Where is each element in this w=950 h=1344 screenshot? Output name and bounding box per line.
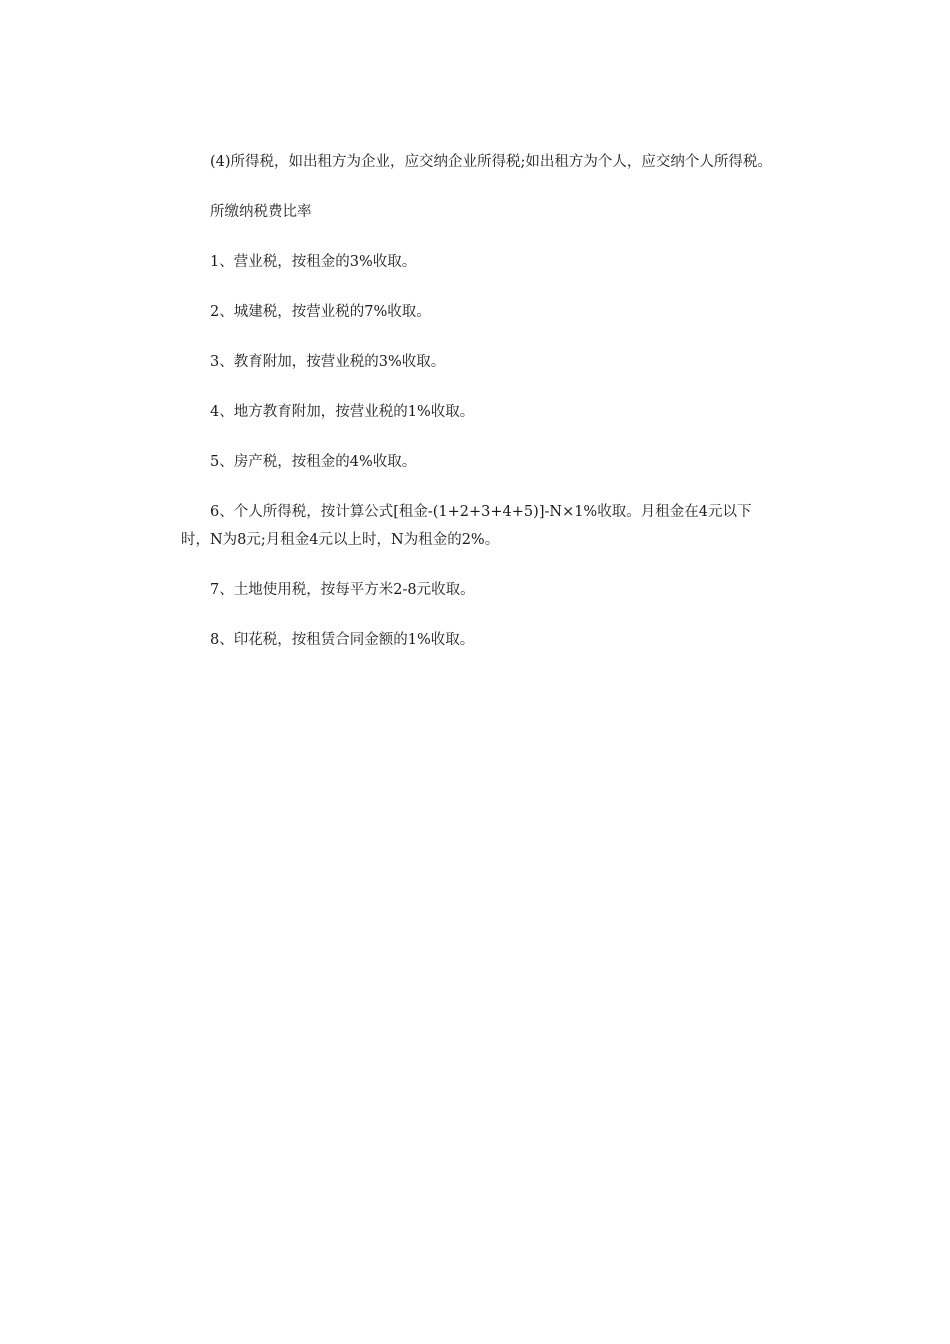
list-item-personal-income-tax: 6、个人所得税，按计算公式[租金-(1+2+3+4+5)]-N×1%收取。月租金在4元以下时，N为8元;月租金4元以上时，N为租金的2%。 xyxy=(181,504,752,548)
paragraph-income-tax: (4)所得税，如出租方为企业，应交纳企业所得税;如出租方为个人，应交纳个人所得税。 xyxy=(210,154,772,170)
list-item-property-tax: 5、房产税，按租金的4%收取。 xyxy=(210,454,417,470)
paragraph-heading-tax-rates: 所缴纳税费比率 xyxy=(210,204,312,220)
list-item-urban-construction-tax: 2、城建税，按营业税的7%收取。 xyxy=(210,304,431,320)
list-item-education-surcharge: 3、教育附加，按营业税的3%收取。 xyxy=(210,354,446,370)
list-item-business-tax: 1、营业税，按租金的3%收取。 xyxy=(210,254,417,270)
list-item-stamp-duty: 8、印花税，按租赁合同金额的1%收取。 xyxy=(210,632,475,648)
list-item-local-education-surcharge: 4、地方教育附加，按营业税的1%收取。 xyxy=(210,404,475,420)
list-item-land-use-tax: 7、土地使用税，按每平方米2-8元收取。 xyxy=(210,582,475,598)
document-body xyxy=(181,148,773,676)
